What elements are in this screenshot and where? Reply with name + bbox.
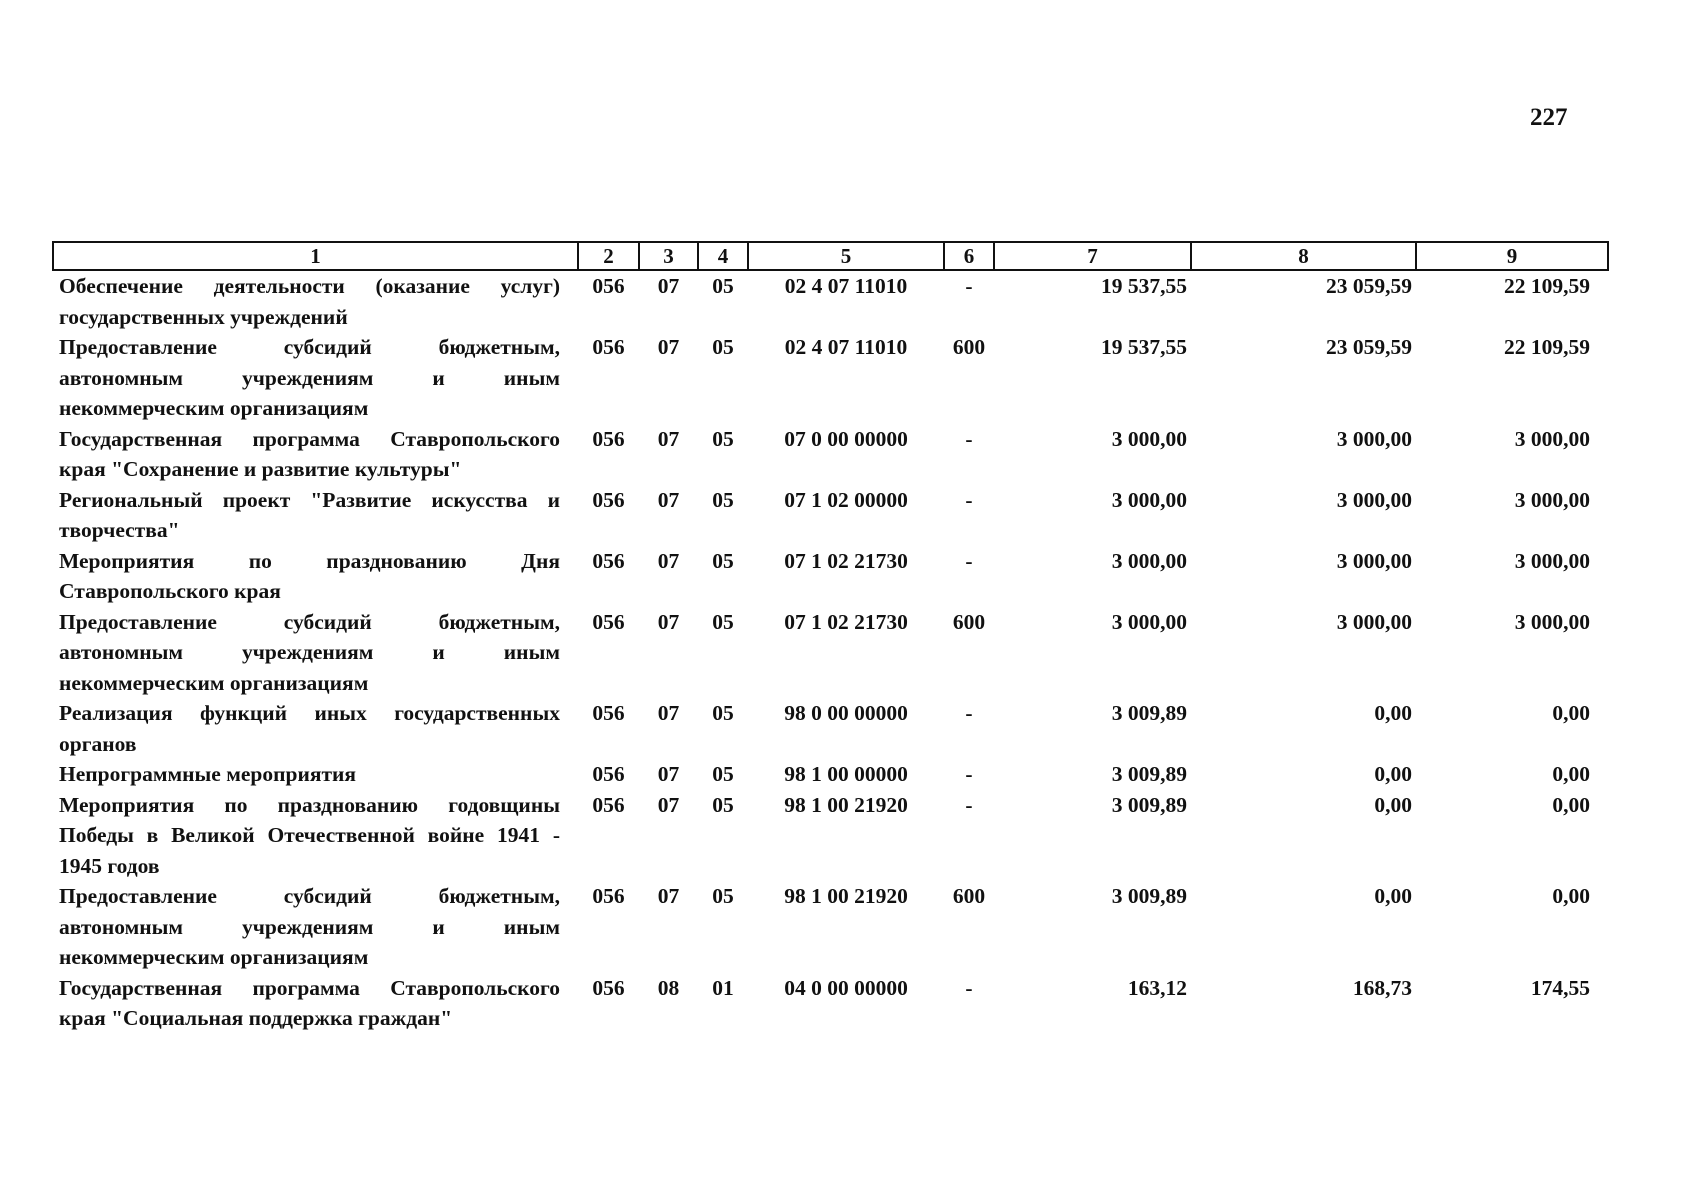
cell-col8: 3 000,00	[1336, 426, 1412, 451]
cell-col5: 98 1 00 21920	[784, 792, 908, 817]
table-row	[53, 881, 1608, 973]
cell-col7: 3 009,89	[1111, 701, 1187, 725]
cell-col7: 163,12	[1127, 975, 1187, 1000]
table-row	[53, 698, 1608, 759]
cell-col4: 05	[712, 884, 734, 908]
cell-col6: -	[965, 975, 973, 1000]
table-row	[53, 759, 1608, 790]
cell-col9: 0,00	[1552, 762, 1590, 786]
cell-col4: 05	[712, 762, 734, 786]
cell-col5: 07 1 02 21730	[784, 609, 908, 634]
cell-col6: -	[965, 792, 973, 817]
cell-col3: 07	[657, 487, 680, 512]
row-name: Предоставление субсидий бюджетным, автономным учреждениям и иным некоммерческим организациям	[59, 884, 560, 969]
cell-col4: 01	[712, 975, 734, 1000]
cell-col6: 600	[952, 884, 986, 908]
cell-col4: 05	[712, 548, 734, 573]
cell-col3: 07	[657, 426, 680, 451]
cell-col9: 22 109,59	[1504, 335, 1590, 359]
cell-col3: 07	[657, 701, 680, 725]
cell-col5: 07 1 02 21730	[784, 548, 908, 573]
table-row	[53, 424, 1608, 485]
cell-col4: 05	[712, 274, 734, 298]
row-name: Непрограммные мероприятия	[59, 762, 357, 786]
table-row	[53, 332, 1608, 424]
cell-col9: 174,55	[1530, 975, 1590, 1000]
table-row	[53, 607, 1608, 699]
table-row	[53, 973, 1608, 1034]
page-number: 227	[1530, 104, 1568, 131]
cell-col5: 07 1 02 00000	[784, 487, 908, 512]
cell-col5: 07 0 00 00000	[784, 426, 908, 451]
cell-col5: 98 1 00 21920	[784, 884, 908, 908]
cell-col3: 07	[657, 884, 680, 908]
cell-col8: 0,00	[1374, 792, 1412, 817]
cell-col9: 3 000,00	[1514, 487, 1590, 512]
cell-col6: -	[965, 487, 973, 512]
cell-col4: 05	[712, 792, 734, 817]
table-row	[53, 790, 1608, 882]
cell-col9: 0,00	[1552, 701, 1590, 725]
column-header: 2	[578, 242, 639, 270]
cell-col3: 07	[657, 762, 680, 786]
cell-col8: 23 059,59	[1326, 274, 1412, 298]
column-header: 4	[698, 242, 748, 270]
cell-col6: -	[965, 548, 973, 573]
cell-col8: 3 000,00	[1336, 548, 1412, 573]
cell-col2: 056	[592, 884, 625, 908]
row-name: Предоставление субсидий бюджетным, автономным учреждениям и иным некоммерческим организациям	[59, 609, 560, 695]
cell-col9: 3 000,00	[1514, 426, 1590, 451]
cell-col7: 19 537,55	[1101, 274, 1187, 298]
cell-col2: 056	[592, 762, 625, 786]
cell-col4: 05	[712, 701, 734, 725]
cell-col7: 3 009,89	[1111, 884, 1187, 908]
cell-col2: 056	[592, 274, 625, 298]
cell-col2: 056	[592, 609, 625, 634]
cell-col8: 168,73	[1352, 975, 1412, 1000]
cell-col3: 07	[657, 609, 680, 634]
cell-col6: -	[965, 274, 973, 298]
cell-col5: 04 0 00 00000	[784, 975, 908, 1000]
cell-col2: 056	[592, 335, 625, 359]
row-name: Мероприятия по празднованию Дня Ставропольского края	[59, 548, 560, 603]
cell-col6: 600	[952, 335, 986, 359]
cell-col4: 05	[712, 487, 734, 512]
cell-col6: -	[965, 701, 973, 725]
cell-col2: 056	[592, 426, 625, 451]
cell-col9: 0,00	[1552, 792, 1590, 817]
cell-col3: 07	[657, 548, 680, 573]
cell-col9: 3 000,00	[1514, 548, 1590, 573]
cell-col8: 3 000,00	[1336, 487, 1412, 512]
budget-table	[52, 241, 1609, 1034]
cell-col2: 056	[592, 792, 625, 817]
table-row	[53, 485, 1608, 546]
column-header: 8	[1191, 242, 1416, 270]
column-header: 7	[994, 242, 1191, 270]
cell-col8: 23 059,59	[1326, 335, 1412, 359]
table-row	[53, 270, 1608, 332]
cell-col5: 02 4 07 11010	[784, 274, 908, 298]
row-name: Реализация функций иных государственных органов	[59, 701, 560, 756]
cell-col9: 3 000,00	[1514, 609, 1590, 634]
cell-col3: 07	[657, 792, 680, 817]
cell-col8: 0,00	[1374, 762, 1412, 786]
cell-col3: 08	[657, 975, 680, 1000]
cell-col5: 98 1 00 00000	[784, 762, 908, 786]
cell-col5: 02 4 07 11010	[784, 335, 908, 359]
row-name: Предоставление субсидий бюджетным, автономным учреждениям и иным некоммерческим организациям	[59, 335, 560, 420]
column-header: 1	[53, 242, 578, 270]
cell-col6: 600	[952, 609, 986, 634]
cell-col4: 05	[712, 609, 734, 634]
cell-col7: 19 537,55	[1101, 335, 1187, 359]
row-name: Мероприятия по празднованию годовщины Победы в Великой Отечественной войне 1941 - 1945 годов	[59, 792, 560, 878]
row-name: Государственная программа Ставропольского края "Социальная поддержка граждан"	[59, 975, 560, 1030]
row-name: Государственная программа Ставропольского края "Сохранение и развитие культуры"	[59, 426, 560, 481]
cell-col2: 056	[592, 701, 625, 725]
row-name: Региональный проект "Развитие искусства и творчества"	[59, 487, 560, 542]
header-row	[53, 242, 1608, 270]
cell-col3: 07	[657, 274, 680, 298]
cell-col7: 3 000,00	[1111, 426, 1187, 451]
column-header: 9	[1416, 242, 1608, 270]
cell-col4: 05	[712, 426, 734, 451]
cell-col6: -	[965, 426, 973, 451]
column-header: 5	[748, 242, 944, 270]
cell-col9: 22 109,59	[1504, 274, 1590, 298]
cell-col3: 07	[657, 335, 680, 359]
cell-col7: 3 000,00	[1111, 487, 1187, 512]
column-header: 6	[944, 242, 994, 270]
cell-col2: 056	[592, 975, 625, 1000]
cell-col7: 3 000,00	[1111, 548, 1187, 573]
cell-col7: 3 009,89	[1111, 792, 1187, 817]
cell-col2: 056	[592, 548, 625, 573]
column-header: 3	[639, 242, 698, 270]
cell-col4: 05	[712, 335, 734, 359]
cell-col7: 3 000,00	[1111, 609, 1187, 634]
cell-col8: 0,00	[1374, 884, 1412, 908]
table-row	[53, 546, 1608, 607]
row-name: Обеспечение деятельности (оказание услуг) государственных учреждений	[59, 274, 560, 329]
cell-col2: 056	[592, 487, 625, 512]
cell-col8: 0,00	[1374, 701, 1412, 725]
cell-col9: 0,00	[1552, 884, 1590, 908]
cell-col8: 3 000,00	[1336, 609, 1412, 634]
cell-col5: 98 0 00 00000	[784, 701, 908, 725]
cell-col6: -	[965, 762, 973, 786]
cell-col7: 3 009,89	[1111, 762, 1187, 786]
